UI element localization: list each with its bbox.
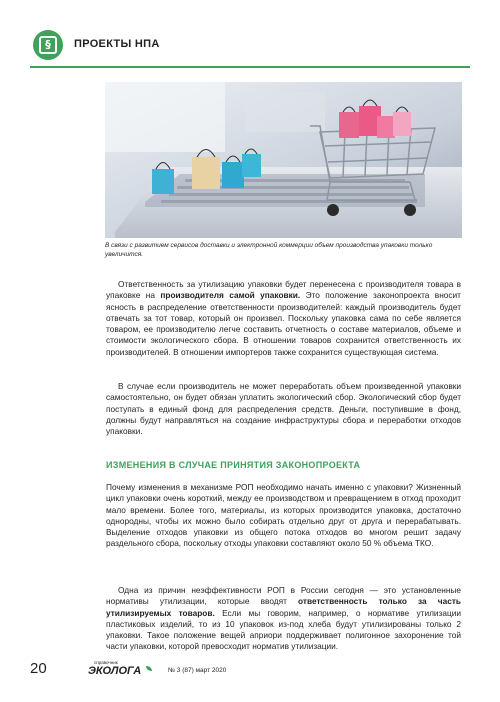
brand-name: ЭКОЛОГА bbox=[88, 665, 142, 677]
page-footer bbox=[30, 658, 470, 682]
paragraph-text: Ответственность за утилизацию упаковки будет перенесена с производителя товара в упаковке на bbox=[106, 279, 461, 301]
issue-info: № 3 (87) март 2020 bbox=[168, 667, 227, 674]
paragraph-text: Это положение законопроекта вносит ясность в распределение ответственности производителей: каждый производитель будет отвечать за тот товар, который он произвел. Поскольку упаковка сама по себе является товаром, ее производителю легче составить отчетность о составе материалов, объеме и стоимости экологического сбора. В отношении товаров сохранится ответственность их производителей. В отношении импортеров также сохранится существующая система. bbox=[106, 290, 461, 357]
brand-caption: справочник bbox=[94, 660, 118, 665]
law-section-icon bbox=[33, 30, 63, 60]
section-sign-glyph: § bbox=[39, 36, 57, 54]
paragraph-inefficiency bbox=[106, 585, 461, 653]
paragraph-text: Одна из причин неэффективности РОП в России сегодня — это установленные нормативы утилизации, которые вводят bbox=[106, 585, 461, 607]
paragraph-text: Если мы говорим, например, о нормативе утилизации пластиковых изделий, то из 10 упаковок из-под хлеба будут утилизированы только 2 упаковки. Такое положение вещей априори поддерживает полигонное захоронение той части упаковки, которой превосходит норматив утилизации. bbox=[106, 607, 461, 652]
bold-phrase: ответственность только за часть утилизируемых товаров. bbox=[106, 596, 461, 618]
laptop-shopping-cart-photo bbox=[105, 82, 462, 238]
paragraph-responsibility bbox=[106, 279, 461, 358]
paragraph-text: В случае если производитель не может переработать объем произведенной упаковки самостоятельно, он будет обязан уплатить экологический сбор. Экологический сбор будет поступать в единый фонд для распределения средств. Деньги, поступившие в фонд, должны будут направляться на создание инфраструктуры сбора и переработки отходов упаковки. bbox=[106, 381, 461, 437]
leaf-icon bbox=[146, 666, 152, 671]
paragraph-eco-fee bbox=[106, 381, 461, 437]
header-rule bbox=[30, 66, 470, 68]
paragraph-why-packaging bbox=[106, 482, 461, 550]
section-title: ПРОЕКТЫ НПА bbox=[74, 38, 160, 50]
section-heading: ИЗМЕНЕНИЯ В СЛУЧАЕ ПРИНЯТИЯ ЗАКОНОПРОЕКТА bbox=[106, 460, 361, 470]
page-header bbox=[30, 24, 470, 70]
bold-phrase: производителя самой упаковки. bbox=[160, 290, 301, 301]
paragraph-text: Почему изменения в механизме РОП необходимо начать именно с упаковки? Жизненный цикл упаковки очень короткий, между ее производством и превращением в отход проходит мало времени. Более того, материалы, из которых производится упаковка, достаточно однородны, чтобы их можно было собирать отдельно друг от друга и перерабатывать. Выделение отходов упаковки из общего потока отходов во многом решит задачу раздельного сбора, поскольку отходы упаковки составляют около 50 % объема ТКО. bbox=[106, 482, 461, 549]
photo-caption: В связи с развитием сервисов доставки и электронной коммерции объем производства упаковки только увеличится. bbox=[105, 242, 433, 258]
page-number: 20 bbox=[30, 660, 47, 677]
